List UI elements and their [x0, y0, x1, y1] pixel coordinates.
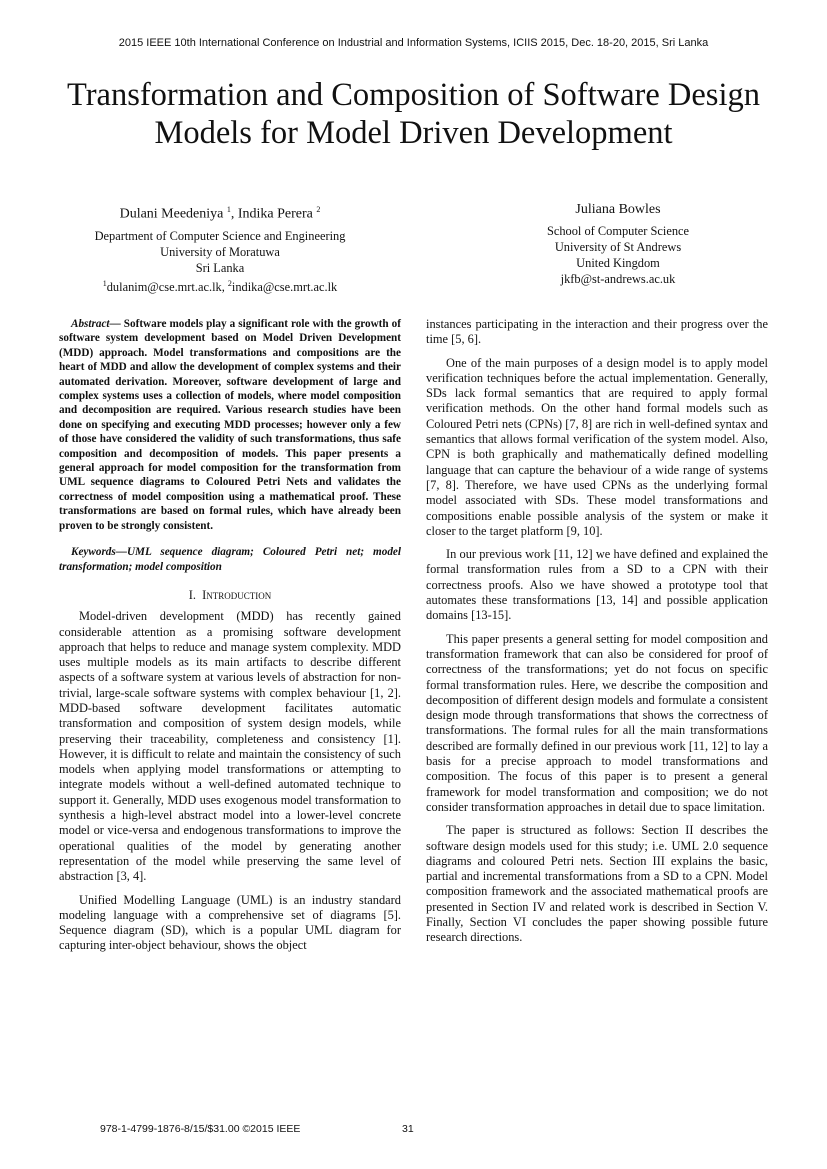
paragraph: Unified Modelling Language (UML) is an industry standard modeling language with a comprehensive set of diagrams [5]. Sequence diagram (SD), which is a popular UML diagram for capturing inter-object behaviour, shows the object [59, 892, 401, 953]
section-title: Introduction [202, 587, 272, 602]
author-block-right [448, 201, 788, 287]
paragraph: This paper presents a general setting for model composition and transformation framework that can also be considered for proof of correctness of the transformations; yet do not focus on specific formal transformation rules. Here, we describe the composition and decomposition of different design models and formulate a consistent design mode through transformations that shows the correctness of transformations. The formal rules for all the main transformations described are formally defined in our previous work [11, 12] to lay a basis for a precise approach to model transformations and composition. The focus of this paper is to present a general framework for model transformation and composition; we do not consider transformation approaches in detail due to space limitation. [426, 631, 768, 814]
paragraph: One of the main purposes of a design model is to apply model verification techniques before the actual implementation. Generally, SDs lack formal semantics that are required to apply formal verification methods. On the other hand formal models such as Coloured Petri nets (CPNs) [7, 8] are rich in well-defined syntax and semantics that allows formal verification of the system model. Also, CPN is both graphically and mathematically defined modelling language that can capture the behaviour of a wide range of systems [7, 8]. Therefore, we have used CPNs as the underlying formal model associated with SDs. These model transformations and compositions enable possible analysis of the system or make it closer to the target platform [9, 10]. [426, 355, 768, 538]
abstract-label: Abstract [71, 318, 110, 330]
author-separator: , [230, 206, 238, 222]
affiliation-country-left: Sri Lanka [195, 260, 245, 275]
email-sup-2: 2 [227, 278, 232, 288]
author-block-left [60, 201, 380, 295]
paragraph: The paper is structured as follows: Section II describes the software design models used for this study; i.e. UML 2.0 sequence diagrams and coloured Petri nets. Section III explains the basic, partial and incremental transformations from a SD to a CPN. Model composition framework and the associated mathematical proofs are presented in Section IV and related work is described in Section V. Finally, Section VI concludes the paper showing possible future research directions. [426, 823, 768, 945]
email-sup-1: 1 [102, 278, 107, 288]
section-heading-introduction [59, 588, 401, 603]
email-1: dulanim@cse.mrt.ac.lk, [106, 279, 228, 294]
email-2: indika@cse.mrt.ac.lk [231, 279, 338, 294]
author-name-1: Dulani Meedeniya [119, 206, 224, 222]
keywords: Keywords—UML sequence diagram; Coloured Petri net; model transformation; model composition [59, 546, 401, 573]
affil-sup-2: 2 [316, 205, 321, 214]
affiliation-country-right: United Kingdom [576, 256, 660, 270]
abstract [59, 317, 401, 533]
title-line-2: Models for Model Driven Development [154, 115, 673, 151]
conference-header: 2015 IEEE 10th International Conference on Industrial and Information Systems, ICIIS 2015, Dec. 18-20, 2015, Sri Lanka [118, 37, 709, 49]
affiliation-dept-right: School of Computer Science [546, 224, 690, 238]
affiliation-university-right: University of St Andrews [554, 240, 682, 254]
left-column [59, 317, 401, 962]
affiliation-dept-left: Department of Computer Science and Engineering [94, 228, 346, 243]
title-line-1: Transformation and Composition of Software Design [67, 77, 760, 113]
paragraph: Model-driven development (MDD) has recently gained considerable attention as a promising software development approach that helps to reduce and manage system complexity. MDD uses multiple models as its main artifacts to describe different aspects of a software system at various levels of abstraction for non-trivial, large-scale software systems with complex behaviour [1, 2]. MDD-based software development facilitates automatic transformation and composition of system design models, while preserving their traceability, completeness and consistency [1]. However, it is difficult to relate and maintain the consistency of such models when applying model transformations or attempting to integrate models without a well-defined automated technique to support it. Generally, MDD uses exogenous model transformation to synthesis a high-level abstract model into a lower-level concrete model or vice-versa and endogenous transformations to improve the operational qualities of the model by generating another representation of the model while preserving the same level of abstraction [3, 4]. [59, 609, 401, 884]
author-names-left [60, 201, 380, 224]
paragraph: In our previous work [11, 12] we have defined and explained the formal transformation rules from a SD to a CPN with their correctness proofs. Also we have showed a prototype tool that automates these transformations [13, 14] and possible application domains [13-15]. [426, 547, 768, 623]
abstract-text: — Software models play a significant role with the growth of software system development based on Model Driven Development (MDD) approach. Model transformations and compositions are the heart of MDD and allow the development of complex systems and their automated derivation. Moreover, software development of large and complex systems uses a collection of models, where model composition and decomposition are required. Various research studies have been done on specifying and executing MDD processes; however only a few of those have considered the validity of such transformations, thus safe composition and decomposition of models. This paper presents a general approach for model composition for the transformation from UML sequence diagrams to Coloured Petri Nets and validates the correctness of model composition using a mathematical proof. These transformations are based on formal rules, which have already been proven to be strongly consistent. [59, 318, 401, 532]
author-email-right: jkfb@st-andrews.ac.uk [560, 272, 676, 286]
affiliation-university-left: University of Moratuwa [160, 244, 280, 259]
author-name-3: Juliana Bowles [575, 202, 661, 217]
paragraph: instances participating in the interaction and their progress over the time [5, 6]. [426, 317, 768, 347]
right-column [426, 317, 768, 954]
author-name-2: Indika Perera [237, 206, 313, 222]
paper-title [30, 76, 797, 152]
footer-copyright: 978-1-4799-1876-8/15/$31.00 ©2015 IEEE [100, 1123, 301, 1135]
author-emails-left [60, 276, 380, 295]
page-number: 31 [402, 1123, 414, 1135]
section-number: I. [188, 587, 196, 602]
affil-sup-1: 1 [226, 205, 231, 214]
